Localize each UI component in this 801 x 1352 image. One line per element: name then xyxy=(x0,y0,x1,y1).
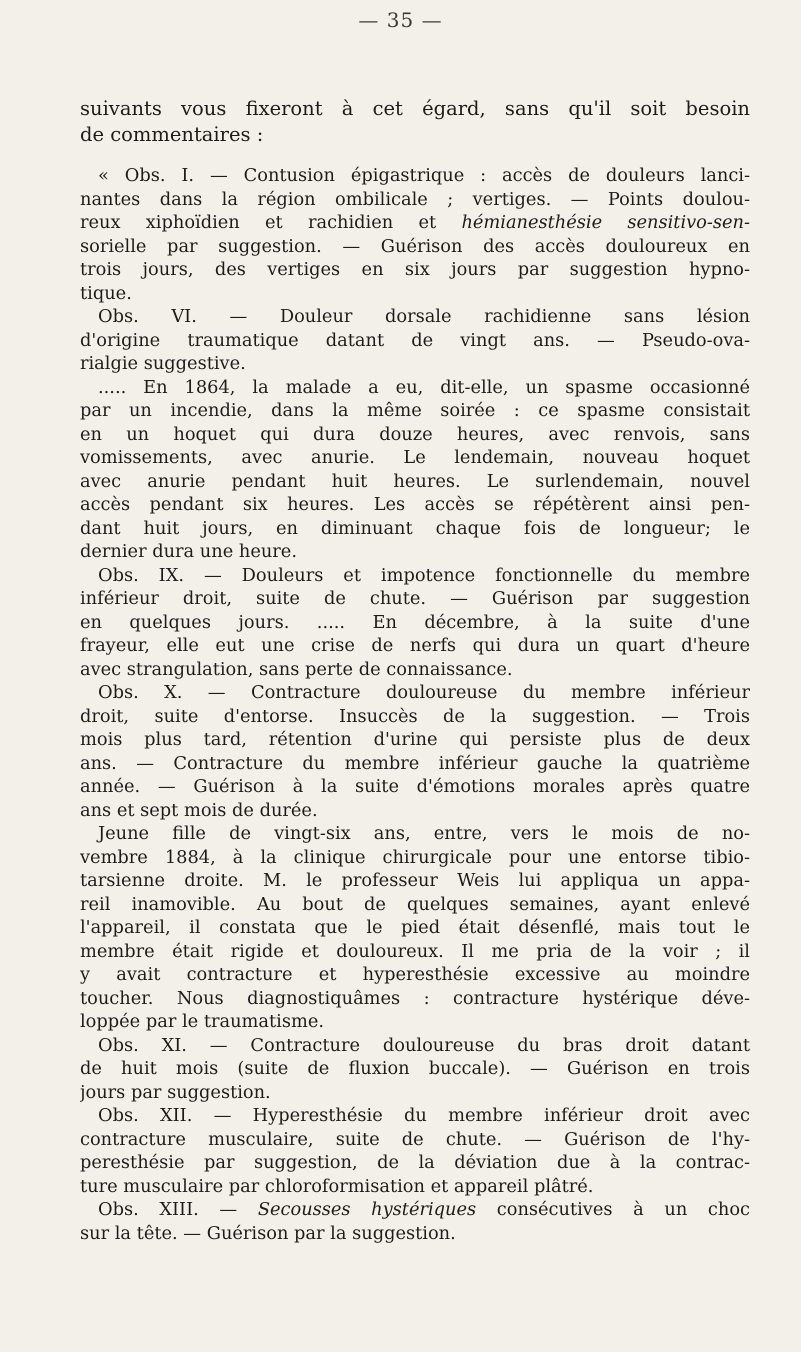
text-line: de commentaires : xyxy=(80,123,264,146)
text-line: tique. xyxy=(80,282,132,304)
text-line: Obs. XII. — Hyperesthésie du membre inférieur droit avec xyxy=(98,1105,750,1126)
text-line: par un incendie, dans la même soirée : ce spasme consistait xyxy=(80,400,750,421)
text-line: avec strangulation, sans perte de connaissance. xyxy=(80,658,513,680)
observation-13 xyxy=(80,1198,750,1245)
text-line-italic-13: Obs. XIII. — Secousses hystériques consécutives à un choc xyxy=(98,1199,750,1220)
page-body xyxy=(80,96,750,1245)
italic-fragment: Secousses hystériques xyxy=(257,1199,477,1220)
text-line: tarsienne droite. M. le professeur Weis lui appliqua un appa- xyxy=(80,870,750,891)
italic-fragment: hémianesthésie sensitivo-sen- xyxy=(461,212,750,233)
text-line: « Obs. I. — Contusion épigastrique : accès de douleurs lanci- xyxy=(98,165,750,186)
text-line: membre était rigide et douloureux. Il me pria de la voir ; il xyxy=(80,940,750,962)
text-line: de huit mois (suite de fluxion buccale). — Guérison en trois xyxy=(80,1058,750,1079)
text-line: ture musculaire par chloroformisation et appareil plâtré. xyxy=(80,1175,594,1197)
text-line: ans. — Contracture du membre inférieur gauche la quatrième xyxy=(80,752,750,774)
text-line: Obs. XI. — Contracture douloureuse du bras droit datant xyxy=(98,1034,750,1056)
text-line: d'origine traumatique datant de vingt ans. — Pseudo-ova- xyxy=(80,329,750,351)
observation-1 xyxy=(80,164,750,305)
text-line: toucher. Nous diagnostiquâmes : contracture hystérique déve- xyxy=(80,987,750,1009)
text-line: ans et sept mois de durée. xyxy=(80,799,318,821)
text-line: y avait contracture et hyperesthésie excessive au moindre xyxy=(80,964,750,985)
text-line: frayeur, elle eut une crise de nerfs qui dura un quart d'heure xyxy=(80,635,750,656)
text-line: trois jours, des vertiges en six jours par suggestion hypno- xyxy=(80,259,750,280)
intro-paragraph xyxy=(80,96,750,148)
text-line: sur la tête. — Guérison par la suggestion. xyxy=(80,1222,456,1244)
text-line: rialgie suggestive. xyxy=(80,353,246,374)
text-line: Obs. VI. — Douleur dorsale rachidienne sans lésion xyxy=(98,306,750,327)
text-line: en quelques jours. ..... En décembre, à la suite d'une xyxy=(80,611,750,633)
text-line: droit, suite d'entorse. Insuccès de la suggestion. — Trois xyxy=(80,705,750,727)
text-line: vembre 1884, à la clinique chirurgicale pour une entorse tibio- xyxy=(80,846,750,868)
text-line: sorielle par suggestion. — Guérison des accès douloureux en xyxy=(80,235,750,257)
text-line: inférieur droit, suite de chute. — Guérison par suggestion xyxy=(80,588,750,609)
text-line: suivants vous fixeront à cet égard, sans qu'il soit besoin xyxy=(80,97,750,120)
page-number: — 35 — xyxy=(358,8,443,32)
text-line: mois plus tard, rétention d'urine qui persiste plus de deux xyxy=(80,729,750,750)
text-line: l'appareil, il constata que le pied était désenflé, mais tout le xyxy=(80,917,750,938)
text-line: avec anurie pendant huit heures. Le surlendemain, nouvel xyxy=(80,470,750,492)
observation-11 xyxy=(80,1034,750,1105)
text-line-italic: reux xiphoïdien et rachidien et hémianesthésie sensitivo-sen- xyxy=(80,212,750,233)
observation-6 xyxy=(80,305,750,564)
text-line: année. — Guérison à la suite d'émotions morales après quatre xyxy=(80,776,750,797)
text-line: accès pendant six heures. Les accès se répétèrent ainsi pen- xyxy=(80,494,750,515)
text-line: reil inamovible. Au bout de quelques semaines, ayant enlevé xyxy=(80,893,750,915)
text-line: dernier dura une heure. xyxy=(80,541,297,562)
text-line: dant huit jours, en diminuant chaque fois de longueur; le xyxy=(80,517,750,539)
observation-10-case xyxy=(80,822,750,1034)
text-line: vomissements, avec anurie. Le lendemain, nouveau hoquet xyxy=(80,447,750,468)
text-line: peresthésie par suggestion, de la déviation due à la contrac- xyxy=(80,1152,750,1173)
observation-10 xyxy=(80,681,750,822)
text-line: nantes dans la région ombilicale ; vertiges. — Points doulou- xyxy=(80,188,750,210)
text-line: Obs. X. — Contracture douloureuse du membre inférieur xyxy=(98,682,750,703)
text-line: jours par suggestion. xyxy=(80,1081,271,1103)
text-line: Obs. IX. — Douleurs et impotence fonctionnelle du membre xyxy=(98,564,750,586)
text-line: loppée par le traumatisme. xyxy=(80,1011,325,1032)
text-line: Jeune fille de vingt-six ans, entre, vers le mois de no- xyxy=(98,823,750,844)
text-line: contracture musculaire, suite de chute. — Guérison de l'hy- xyxy=(80,1128,750,1150)
observation-9 xyxy=(80,564,750,682)
text-line: en un hoquet qui dura douze heures, avec renvois, sans xyxy=(80,423,750,445)
observation-12 xyxy=(80,1104,750,1198)
text-line: ..... En 1864, la malade a eu, dit-elle, un spasme occasionné xyxy=(98,376,750,398)
